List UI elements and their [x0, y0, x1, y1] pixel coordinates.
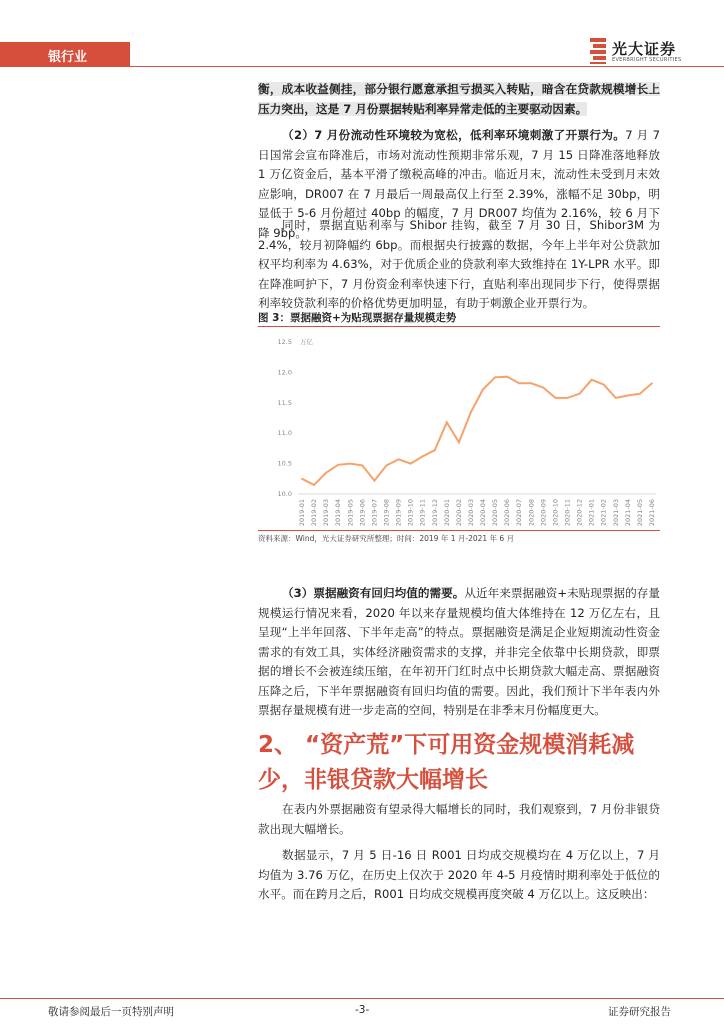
data-points [301, 376, 653, 486]
x-tick-label: 2020-12 [575, 499, 584, 527]
mean-reversion-text: 从近年来票据融资+未贴现票据的存量规模运行情况来看，2020 年以来存量规模均值大体维持在 12 万亿左右，且呈现“上半年回落、下半年走高”的特点。票据融资是满足企业短期流动性资金需求的有效工具，实体经济融资需求的支撑，并非完全依靠中长期贷款，即票据的增长不会被连续压缩，在年初开门红时点中长期贷款大幅走高、票据融资压降之后，下半年票据融资有回归均值的需要。因此，我们预计下半年表内外票据存量规模有进一步走高的空间，特别是在非季末月份幅度更大。 [258, 586, 660, 717]
x-tick-label: 2020-02 [454, 499, 463, 527]
data-point [422, 455, 424, 457]
y-tick-label: 10.5 [277, 459, 292, 468]
line-chart [258, 330, 658, 528]
data-point [337, 464, 339, 466]
data-point [579, 393, 581, 395]
mean-reversion-heading: （3）票据融资有回归均值的需要。 [282, 586, 465, 600]
x-tick-label: 2020-08 [527, 499, 536, 527]
x-tick-label: 2020-04 [479, 499, 488, 527]
x-tick-label: 2021-05 [635, 499, 644, 527]
data-point [349, 463, 351, 465]
data-point [301, 478, 303, 480]
data-point [398, 458, 400, 460]
data-point [458, 441, 460, 443]
data-point [446, 421, 448, 423]
x-tick-label: 2020-09 [539, 499, 548, 527]
paragraph-nonbank: 在表内外票据融资有望录得大幅增长的同时，我们观察到，7 月份非银贷款出现大幅增长。 [258, 802, 660, 836]
data-point [651, 382, 653, 384]
x-tick-label: 2019-09 [394, 499, 403, 527]
series-line [302, 377, 652, 485]
data-point [530, 382, 532, 384]
data-point [470, 411, 472, 413]
figure-source: 资料来源：Wind，光大证券研究所整理；时间：2019 年 1 月-2021 年 6 月 [258, 534, 515, 543]
liquidity-heading: （2）7 月份流动性环境较为宽松，低利率环境刺激了开票行为。 [282, 128, 626, 142]
paragraph-r001: 数据显示，7 月 5 日-16 日 R001 日均成交规模均在 4 万亿以上，7 月均值为 3.76 万亿，在历史上仅次于 2020 年 4-5 月疫情时期利率处于低位的水平。而在跨月之后，R001 日均成交规模再度突破 4 万亿以上。这反映出： [258, 848, 660, 901]
footer-page-number: -3- [355, 1004, 370, 1016]
footer-disclaimer: 敬请参阅最后一页特别声明 [48, 1006, 174, 1018]
data-point [361, 465, 363, 467]
x-tick-label: 2020-03 [466, 499, 475, 527]
data-point [410, 463, 412, 465]
paragraph-shibor: 同时，票据直贴利率与 Shibor 挂钩，截至 7 月 30 日，Shibor3M 为 2.4%，较月初降幅约 6bp。而根据央行披露的数据，今年上半年对公贷款加权平均利率为 4.63%，对于优质企业的贷款利率大致维持在 1Y-LPR 水平。即在降准呵护下，7 月份资金利率快速下行，直贴利率出现同步下行，使得票据利率较贷款利率的价格优势更加明显，有助于刺激企业开票行为。 [258, 218, 660, 310]
figure-title: 图 3：票据融资+为贴现票据存量规模走势 [258, 312, 457, 324]
intro-bold-text: 衡，成本收益侧挂，部分银行愿意承担亏损买入转贴，暗含在贷款规模增长上压力突出，这是 7 月份票据转贴利率异常走低的主要驱动因素。 [258, 82, 660, 116]
x-tick-label: 2019-03 [322, 499, 331, 527]
liquidity-text: 7 月 7 日国常会宣布降准后，市场对流动性预期非常乐观，7 月 15 日降准落地释放 1 万亿资金后，基本平滑了缴税高峰的冲击。临近月末，流动性未受到月末效应影响，DR007 在 7 月最后一周最高仅上行至 2.39%，涨幅不足 30bp，明显低于 5-6 月份超过 40bp 的幅度，7 月 DR007 均值为 2.16%，较 6 月下降 9bp。 [258, 128, 660, 240]
data-point [494, 376, 496, 378]
x-tick-label: 2020-07 [515, 499, 524, 527]
x-tick-label: 2019-07 [370, 499, 379, 527]
y-tick-label: 11.5 [277, 398, 292, 407]
x-tick-label: 2021-02 [599, 499, 608, 527]
data-point [555, 397, 557, 399]
data-point [639, 393, 641, 395]
x-tick-label: 2019-04 [334, 499, 343, 527]
data-point [591, 379, 593, 381]
section-tag [0, 42, 130, 66]
data-point [615, 397, 617, 399]
data-point [543, 387, 545, 389]
data-point [386, 465, 388, 467]
x-tick-label: 2020-06 [503, 499, 512, 527]
x-tick-label: 2020-10 [551, 499, 560, 527]
section-tag-label: 银行业 [48, 50, 88, 65]
y-tick-label: 10.0 [277, 490, 292, 498]
chart-unit-label: 万亿 [300, 338, 313, 346]
x-tick-label: 2019-11 [418, 499, 427, 527]
logo-mark-icon [590, 38, 606, 64]
x-tick-label: 2020-05 [491, 499, 500, 527]
x-tick-label: 2019-10 [406, 499, 415, 527]
x-tick-label: 2021-01 [587, 499, 596, 527]
y-tick-label: 11.0 [277, 429, 292, 438]
data-point [506, 376, 508, 378]
data-point [567, 397, 569, 399]
paragraph-intro [258, 80, 660, 119]
footer-report-type: 证券研究报告 [608, 1006, 671, 1018]
footer-divider [0, 998, 724, 999]
data-point [374, 480, 376, 482]
logo-subtext: EVERBRIGHT SECURITIES [612, 57, 682, 63]
data-point [313, 484, 315, 486]
data-point [482, 389, 484, 391]
x-tick-label: 2021-03 [611, 499, 620, 527]
header-divider [0, 66, 724, 67]
data-point [627, 395, 629, 397]
y-tick-label: 12.5 [277, 338, 292, 346]
section-heading: 2、 “资产荒”下可用资金规模消耗减少，非银贷款大幅增长 [258, 732, 635, 793]
x-tick-label: 2020-01 [442, 499, 451, 527]
x-tick-label: 2019-06 [358, 499, 367, 527]
company-logo [590, 36, 698, 68]
figure-bottom-rule [258, 530, 660, 531]
x-tick-label: 2021-04 [623, 499, 632, 527]
figure-top-rule [258, 326, 660, 327]
x-tick-label: 2019-08 [382, 499, 391, 527]
x-tick-label: 2019-01 [298, 499, 306, 527]
x-axis [298, 499, 656, 526]
logo-text: 光大证券 [612, 40, 677, 58]
data-point [325, 472, 327, 474]
y-tick-label: 12.0 [277, 368, 292, 377]
x-tick-label: 2019-05 [346, 499, 355, 527]
y-axis [278, 338, 656, 498]
x-tick-label: 2021-06 [648, 499, 656, 527]
paragraph-mean-reversion [258, 584, 660, 721]
data-point [603, 384, 605, 386]
data-point [434, 449, 436, 451]
x-tick-label: 2020-11 [563, 499, 572, 527]
data-point [518, 382, 520, 384]
x-tick-label: 2019-12 [430, 499, 439, 527]
x-tick-label: 2019-02 [310, 499, 319, 527]
